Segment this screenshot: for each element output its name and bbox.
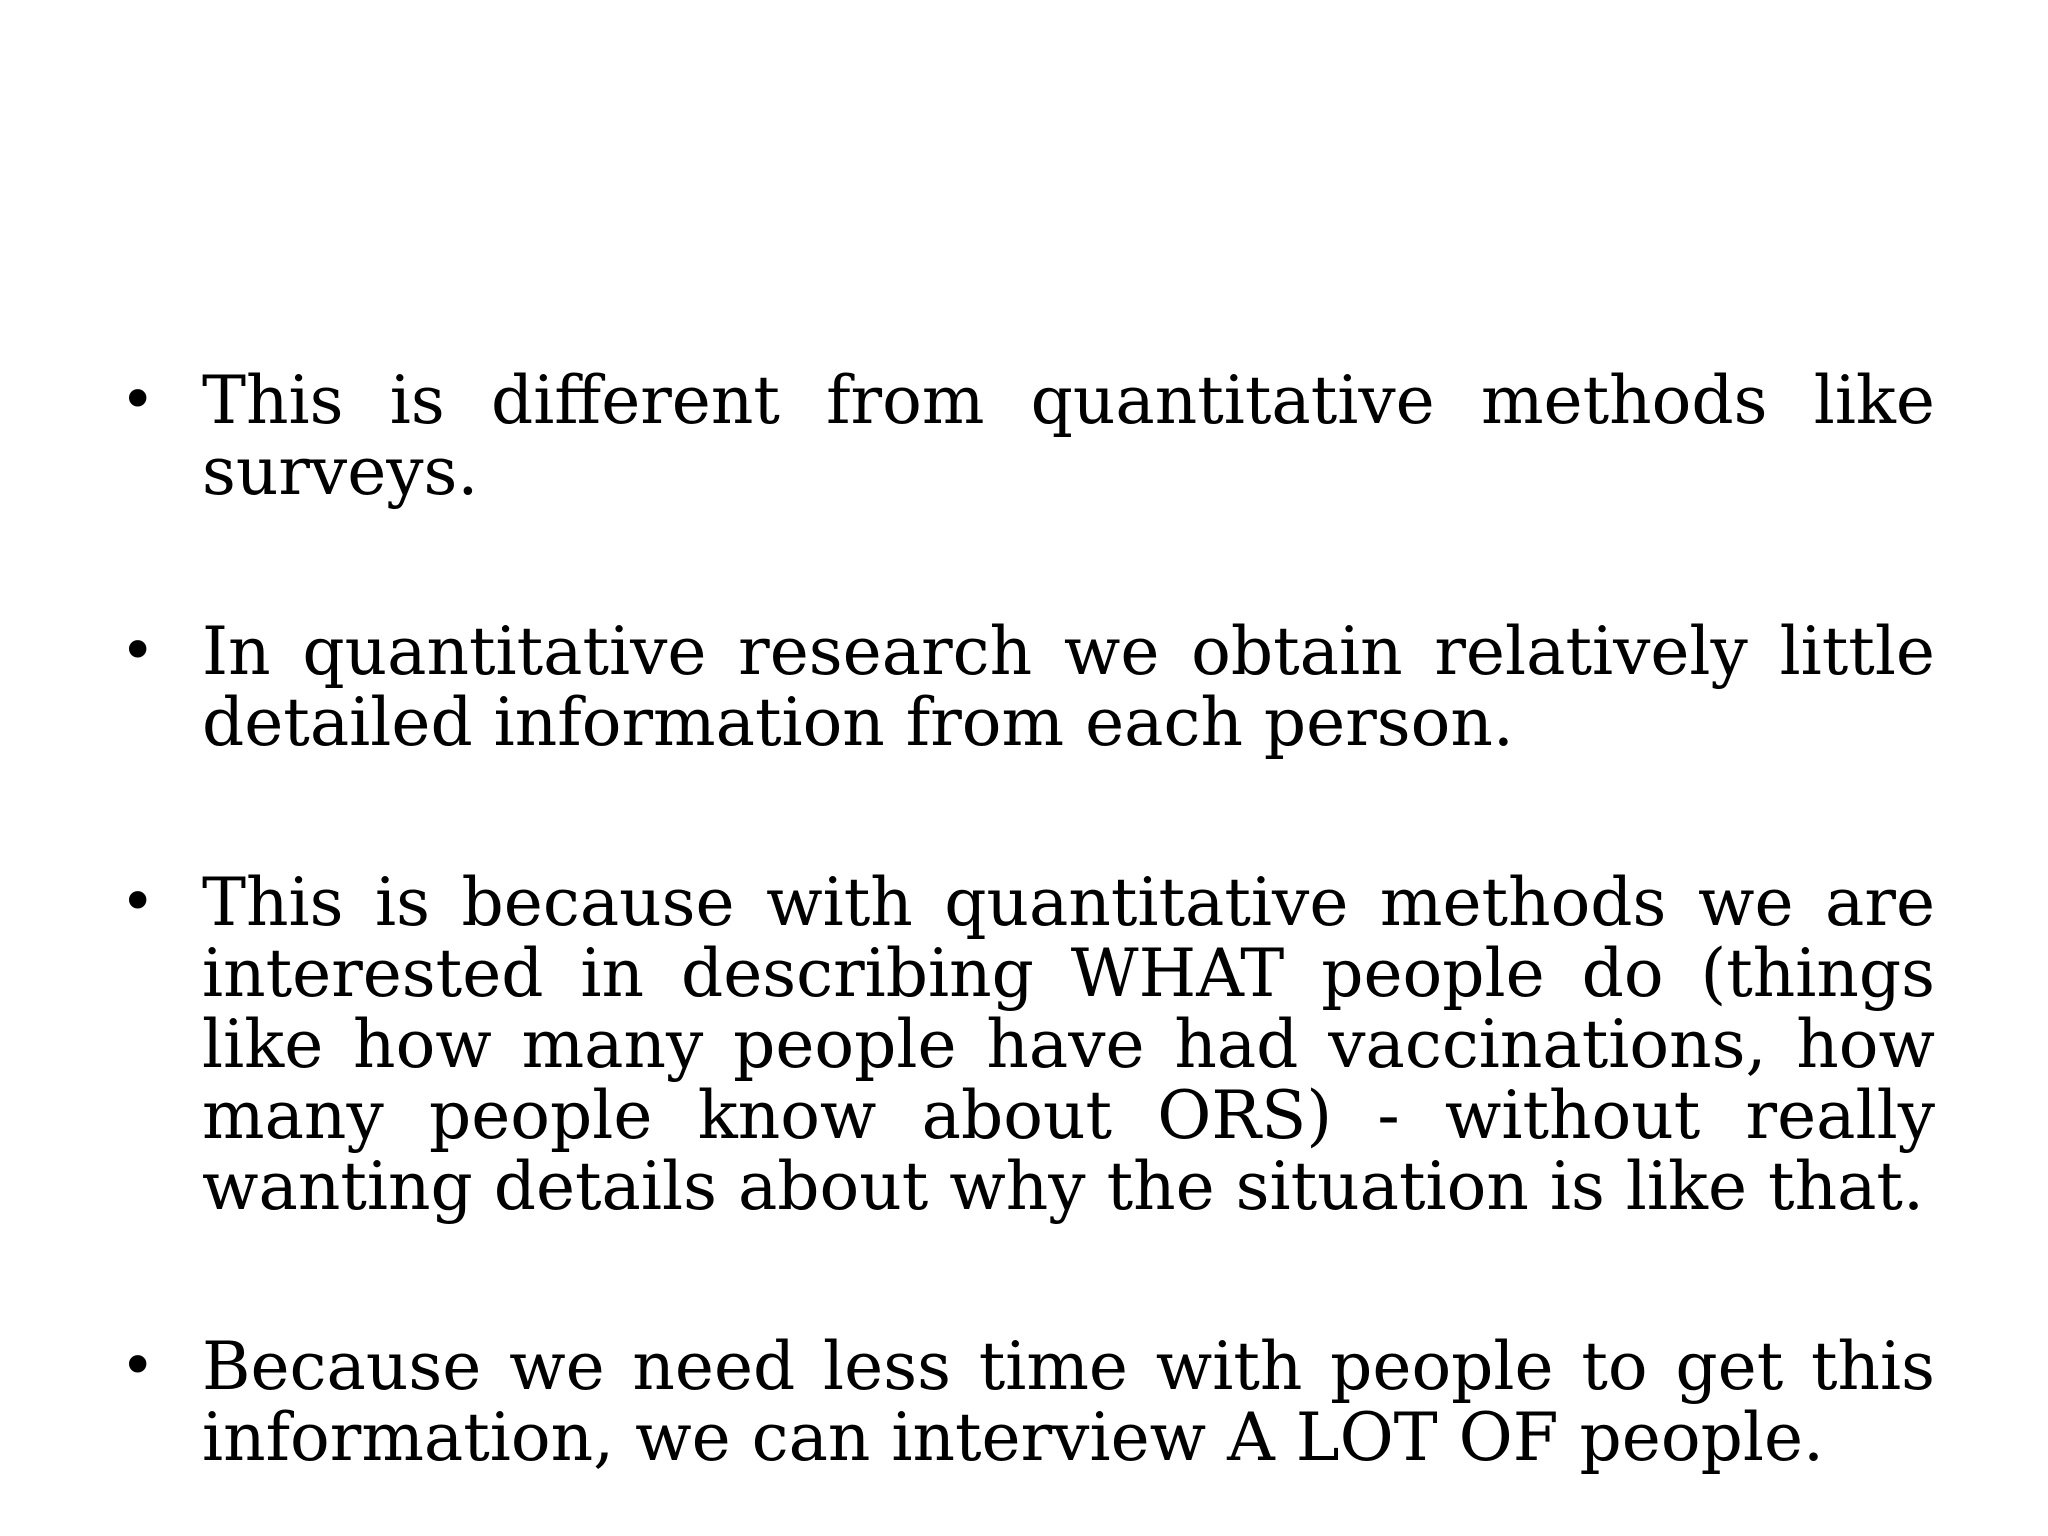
bullet-item [120,362,1935,510]
bullet-dot-icon: • [120,867,156,937]
bullet-text: This is different from quantitative methods like surveys. [202,362,1935,510]
bullet-text: This is because with quantitative methods we are interested in describing WHAT people do (things like how many people have had vaccinations, how many people know about ORS) - without really wanting details about why the situation is like that. [202,864,1935,1225]
bullet-list [120,362,1935,1476]
bullet-item [120,613,1935,761]
bullet-dot-icon: • [120,365,156,435]
bullet-item [120,864,1935,1225]
bullet-text: In quantitative research we obtain relatively little detailed information from each person. [202,613,1935,761]
bullet-text: Because we need less time with people to get this information, we can interview A LOT OF people. [202,1328,1935,1476]
bullet-dot-icon: • [120,1331,156,1401]
bullet-dot-icon: • [120,616,156,686]
bullet-item [120,1328,1935,1476]
